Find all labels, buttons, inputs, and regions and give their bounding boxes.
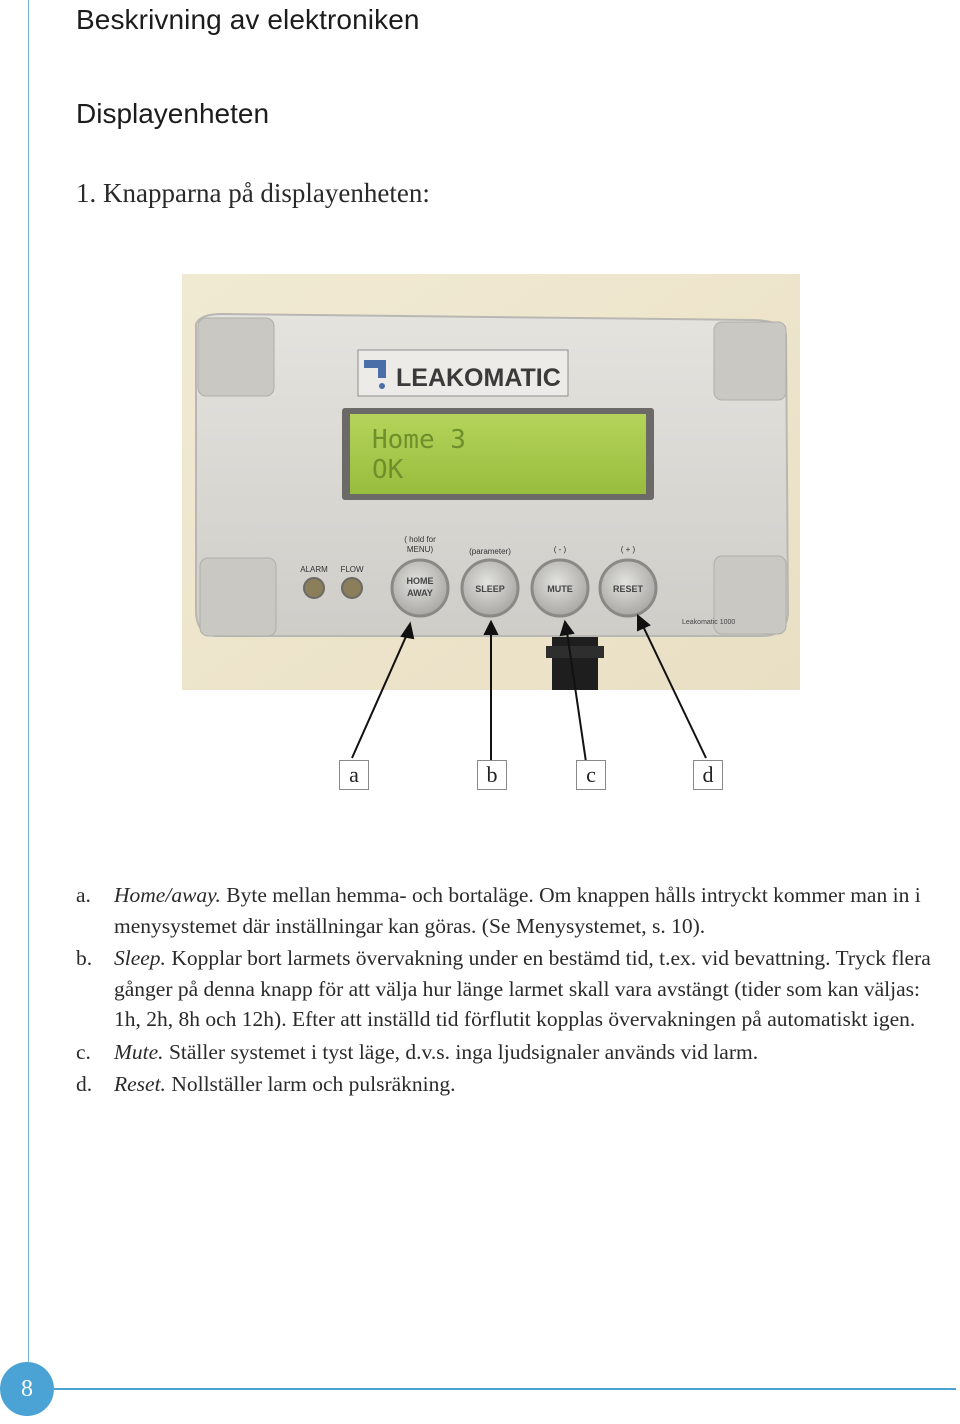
caption-home-2: MENU)	[406, 545, 434, 554]
arrow-d	[642, 624, 706, 758]
footer-rule	[54, 1388, 956, 1390]
item-label: a.	[76, 883, 91, 907]
item-term: Reset.	[114, 1072, 166, 1096]
mute-label: MUTE	[547, 584, 573, 594]
item-term: Home/away.	[114, 883, 221, 907]
brand-logo-text: LEAKOMATIC	[396, 364, 561, 392]
item-text	[114, 1037, 946, 1068]
item-description: Nollställer larm och pulsräkning.	[165, 1072, 456, 1096]
led-flow-label: FLOW	[340, 565, 364, 574]
caption-mute: ( - )	[553, 545, 567, 554]
section-title: 1. Knapparna på displayenheten:	[76, 178, 430, 208]
marker-d: d	[693, 760, 723, 790]
item-label: d.	[76, 1072, 93, 1096]
item-description: Ställer systemet i tyst läge, d.v.s. inga ljudsignaler används vid larm.	[163, 1039, 759, 1064]
button-description-list	[76, 880, 946, 1100]
item-description: Kopplar bort larmets övervakning under en bestämd tid, t.ex. vid bevattning. Tryck flera gånger på denna knapp för att välja hur länge larmet skall vara avstängt (tider som kan väljas: 1h, 2h, 8h och 12h). Efter att inställd tid förflutit kopplas övervakningen på automatiskt igen.	[114, 946, 931, 1031]
list-item	[76, 943, 946, 1035]
item-term: Sleep.	[114, 946, 166, 970]
item-description: Byte mellan hemma- och bortaläge. Om knappen hålls intryckt kommer man in i menysystemet där inställningar kan göras. (Se Menysystemet, s. 10).	[114, 883, 921, 938]
caption-sleep: (parameter)	[469, 547, 511, 556]
item-text	[114, 1069, 946, 1100]
item-text	[114, 880, 946, 941]
caption-reset: ( + )	[620, 545, 636, 554]
sleep-label: SLEEP	[475, 584, 505, 594]
caption-home-1: ( hold for	[404, 535, 436, 544]
section-subheading: Displayenheten	[76, 98, 270, 129]
list-item	[76, 1037, 946, 1068]
model-label: Leakomatic 1000	[682, 619, 736, 626]
item-label: b.	[76, 946, 93, 970]
reset-label: RESET	[612, 584, 644, 594]
list-item	[76, 880, 946, 941]
marker-b: b	[477, 760, 507, 790]
page-number: 8	[0, 1362, 54, 1416]
marker-a: a	[339, 760, 369, 790]
home-label: HOME	[406, 576, 434, 586]
arrow-a	[352, 632, 408, 758]
item-label: c.	[76, 1039, 91, 1064]
page-heading: Beskrivning av elektroniken	[76, 4, 420, 35]
item-term: Mute.	[114, 1039, 164, 1064]
lcd-line-1: Home 3	[372, 425, 466, 455]
list-item	[76, 1069, 946, 1100]
item-text	[114, 943, 946, 1035]
marker-c: c	[576, 760, 606, 790]
away-label: AWAY	[407, 588, 433, 598]
led-alarm-label: ALARM	[300, 565, 328, 574]
lcd-line-2: OK	[372, 455, 404, 485]
arrow-c	[567, 632, 586, 762]
